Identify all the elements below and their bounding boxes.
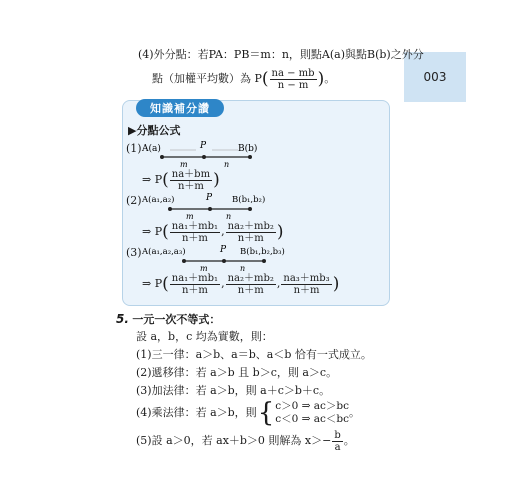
case3-result-prefix: ⇒ P: [142, 277, 163, 290]
case1-numerator: na＋bm: [171, 168, 211, 180]
case3-numerator-2: na₂＋mb₂: [227, 272, 274, 284]
case3-ratio-m: m: [200, 264, 208, 272]
case3-result: [142, 272, 339, 296]
case3-point-b: [262, 259, 266, 263]
case1-label: (1): [126, 142, 142, 155]
case2-point-b: [248, 207, 252, 211]
case2-point-a: [168, 207, 172, 211]
case2-point-a-label: A(a₁,a₂): [142, 195, 175, 205]
case2-denominator-2: n＋m: [237, 232, 264, 244]
section5-heading: [116, 312, 220, 327]
rule-addition: (3)加法律：若 a＞b，則 a＋c＞b＋c。: [136, 384, 331, 397]
rule-multiplication-case-positive: c＞0 ⇒ ac＞bc: [275, 400, 350, 412]
rule-multiplication-prefix: (4)乘法律：若 a＞b，則: [136, 406, 257, 419]
case3-label: (3): [126, 246, 142, 259]
case3-fraction-3: [281, 273, 331, 296]
section5-title: 一元一次不等式：: [132, 313, 221, 326]
case1-point-a: [160, 155, 164, 159]
case2-ratio-m: m: [186, 212, 194, 220]
case1-result: [142, 168, 220, 192]
case2-denominator-1: n＋m: [181, 232, 208, 244]
case3-open-paren: (: [162, 274, 169, 294]
rule-multiplication-suffix: 。: [349, 406, 361, 419]
case2-fraction-1: [170, 221, 220, 244]
case3-point-b-label: B(b₁,b₂,b₃): [240, 247, 285, 257]
fraction-denominator: n − m: [277, 79, 309, 91]
external-division-fraction: [270, 68, 317, 91]
case2-result-prefix: ⇒ P: [142, 225, 163, 238]
rule-multiplication: [136, 398, 360, 428]
case1-close-paren: ): [213, 170, 220, 190]
case2-result: [142, 220, 284, 244]
case1-fraction: [170, 169, 212, 192]
case3-point-p-label: P: [220, 245, 227, 255]
knowledge-box-title: 知識補分讚: [136, 99, 224, 117]
rule-multiplication-case-negative: c＜0 ⇒ ac＜bc: [275, 413, 350, 425]
case2-ratio-n: n: [226, 212, 232, 220]
case1-ratio-m: m: [180, 160, 188, 168]
rule-trichotomy: (1)三一律：a＞b、a＝b、a＜b 恰有一式成立。: [136, 348, 372, 361]
rule-linear-prefix: (5)設 a＞0，若 ax＋b＞0 則解為 x＞−: [136, 434, 332, 447]
page-number-text: 003: [423, 70, 447, 84]
case3-numerator-3: na₃＋mb₃: [283, 272, 330, 284]
case3-denominator-3: n＋m: [293, 284, 320, 296]
case2-point-p: [208, 207, 212, 211]
section5-number: 5.: [116, 312, 129, 326]
rule-linear-fraction: [332, 430, 342, 453]
case3-close-paren: ): [332, 274, 340, 294]
open-paren: (: [261, 69, 269, 89]
case3-point-p: [222, 259, 226, 263]
case2-fraction-2: [226, 221, 276, 244]
fraction-numerator: na − mb: [271, 67, 315, 79]
rule-multiplication-cases: [275, 400, 349, 426]
case3-point-a: [182, 259, 186, 263]
rule-linear-denominator: a: [334, 441, 341, 453]
case2-point-b-label: B(b₁,b₂): [232, 195, 266, 205]
case1-point-p-label: P: [200, 141, 207, 151]
brace-icon: {: [257, 398, 275, 428]
case1-open-paren: (: [162, 170, 169, 190]
rule-linear-suffix: 。: [343, 434, 355, 447]
case3-comma-2: ,: [276, 277, 281, 290]
close-paren: ): [317, 69, 325, 89]
case2-numerator-1: na₁＋mb₁: [171, 220, 219, 232]
case1-point-b-label: B(b): [238, 144, 258, 154]
case3-fraction-2: [226, 273, 276, 296]
external-division-prefix: 點（加權平均數）為 P: [152, 72, 262, 85]
case2-label: (2): [126, 194, 142, 207]
case2-number-line: [140, 190, 280, 220]
case3-denominator-2: n＋m: [237, 284, 264, 296]
case2-open-paren: (: [162, 222, 169, 242]
section-division-formula-heading: ▶分點公式: [128, 124, 181, 137]
case1-point-b: [248, 155, 252, 159]
external-division-line-1: (4)外分點：若PA：PB＝m：n，則點A(a)與點B(b)之外分: [138, 48, 424, 61]
case3-number-line: [140, 242, 300, 272]
case2-close-paren: ): [276, 222, 284, 242]
case2-comma: ,: [221, 225, 225, 238]
case2-point-p-label: P: [206, 193, 213, 203]
case3-denominator-1: n＋m: [181, 284, 208, 296]
case1-result-prefix: ⇒ P: [142, 173, 163, 186]
case2-numerator-2: na₂＋mb₂: [227, 220, 274, 232]
section5-intro: 設 a，b，c 均為實數，則：: [136, 330, 273, 343]
case3-point-a-label: A(a₁,a₂,a₃): [142, 247, 186, 257]
case1-number-line: [140, 138, 270, 168]
case3-ratio-n: n: [240, 264, 246, 272]
external-division-suffix: 。: [324, 72, 336, 85]
case1-denominator: n＋m: [177, 180, 204, 192]
external-division-line-2: [152, 66, 335, 92]
case3-comma-1: ,: [221, 277, 225, 290]
rule-linear-numerator: b: [334, 429, 341, 441]
case1-point-a-label: A(a): [142, 144, 161, 154]
case1-point-p: [202, 155, 206, 159]
case3-numerator-1: na₁＋mb₁: [171, 272, 219, 284]
rule-transitive: (2)遞移律：若 a＞b 且 b＞c，則 a＞c。: [136, 366, 338, 379]
case1-ratio-n: n: [224, 160, 230, 168]
rule-linear-solution: [136, 428, 355, 454]
case3-fraction-1: [170, 273, 220, 296]
